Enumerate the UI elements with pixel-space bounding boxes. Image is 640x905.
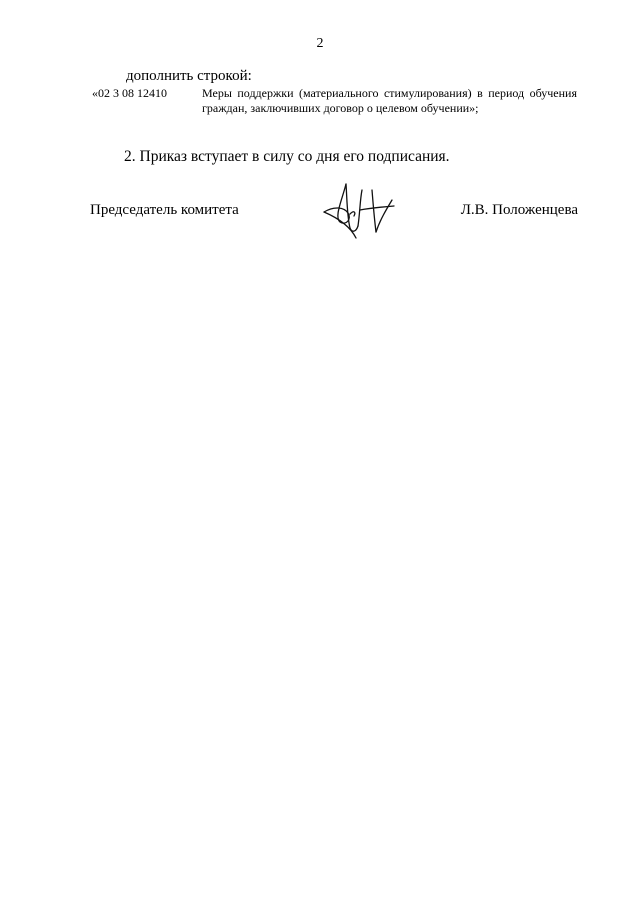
intro-text: дополнить строкой:	[126, 68, 252, 84]
budget-code-description: Меры поддержки (материального стимулирования) в период обучения граждан, заключивших договор о целевом обучении»;	[202, 86, 577, 115]
signatory-position: Председатель комитета	[90, 202, 239, 218]
handwritten-signature-icon	[320, 176, 410, 240]
page-number: 2	[316, 36, 324, 51]
budget-code: «02 3 08 12410	[92, 86, 167, 100]
signature-block	[90, 200, 578, 240]
signatory-name: Л.В. Положенцева	[460, 202, 578, 218]
clause-2: 2. Приказ вступает в силу со дня его подписания.	[124, 148, 450, 165]
